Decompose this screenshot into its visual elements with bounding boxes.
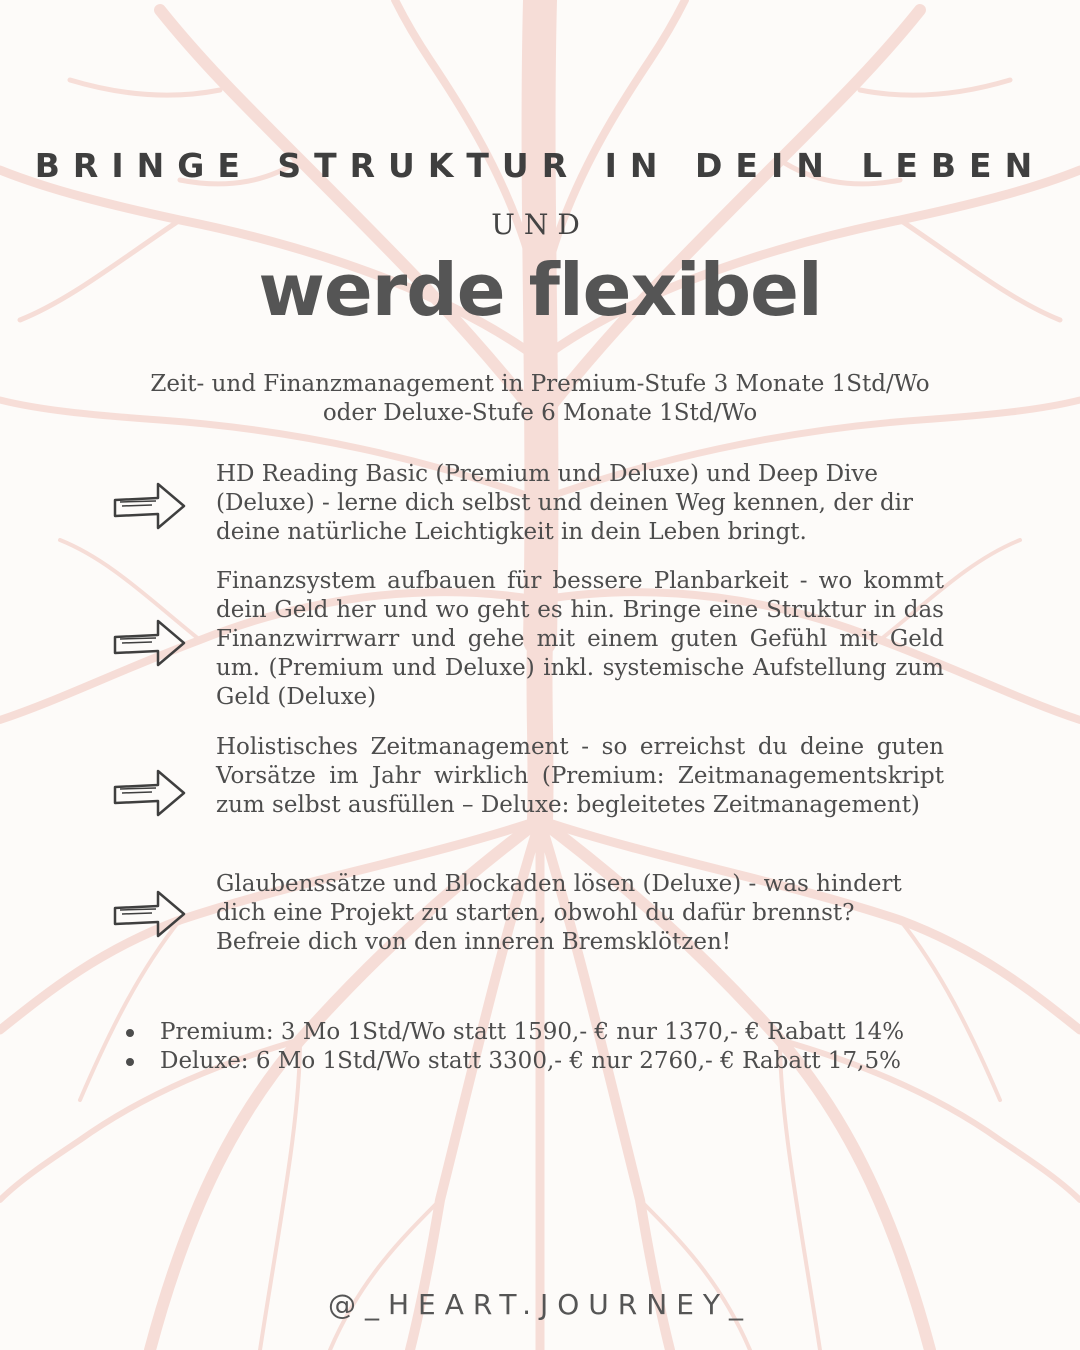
hand-drawn-arrow-right-icon: [112, 888, 188, 940]
bullet-icon: [126, 1058, 134, 1066]
bullet-icon: [126, 1029, 134, 1037]
hand-drawn-arrow-right-icon: [112, 480, 188, 532]
feature-text: Holistisches Zeitmanagement - so erreichst du deine guten Vorsätze im Jahr wirklich (Premium: Zeitmanagementskript zum selbst ausfüllen – Deluxe: begleitetes Zeitmanagement): [216, 734, 944, 818]
social-handle: @_HEART.JOURNEY_: [328, 1288, 752, 1321]
pricing-text: Deluxe: 6 Mo 1Std/Wo statt 3300,- € nur 2760,- € Rabatt 17,5%: [160, 1048, 901, 1074]
pricing-list: [122, 1018, 904, 1076]
feature-text: HD Reading Basic (Premium und Deluxe) und Deep Dive (Deluxe) - lerne dich selbst und deinen Weg kennen, der dir deine natürliche Leichtigkeit in dein Leben bringt.: [216, 461, 914, 545]
pricing-item-premium: [122, 1018, 904, 1047]
intro-text: [90, 370, 990, 428]
feature-text: Glaubenssätze und Blockaden lösen (Deluxe) - was hindert dich eine Projekt zu starten, obwohl du dafür brennst? Befreie dich von den inneren Bremsklötzen!: [216, 871, 902, 955]
pricing-text: Premium: 3 Mo 1Std/Wo statt 1590,- € nur 1370,- € Rabatt 14%: [160, 1019, 905, 1045]
hand-drawn-arrow-right-icon: [112, 617, 188, 669]
connector-word: UND: [491, 208, 589, 241]
intro-line-2: oder Deluxe-Stufe 6 Monate 1Std/Wo: [322, 400, 758, 426]
page-title: werde flexibel: [258, 248, 822, 332]
hand-drawn-arrow-right-icon: [112, 767, 188, 819]
kicker-heading: BRINGE STRUKTUR IN DEIN LEBEN: [34, 146, 1046, 185]
pricing-item-deluxe: [122, 1047, 904, 1076]
feature-text: Finanzsystem aufbauen für bessere Planbarkeit - wo kommt dein Geld her und wo geht es hin. Bringe eine Struktur in das Finanzwirrwarr und gehe mit einem guten Gefühl mit Geld um. (Premium und Deluxe) inkl. systemische Aufstellung zum Geld (Deluxe): [216, 568, 944, 710]
intro-line-1: Zeit- und Finanzmanagement in Premium-Stufe 3 Monate 1Std/Wo: [150, 371, 930, 397]
